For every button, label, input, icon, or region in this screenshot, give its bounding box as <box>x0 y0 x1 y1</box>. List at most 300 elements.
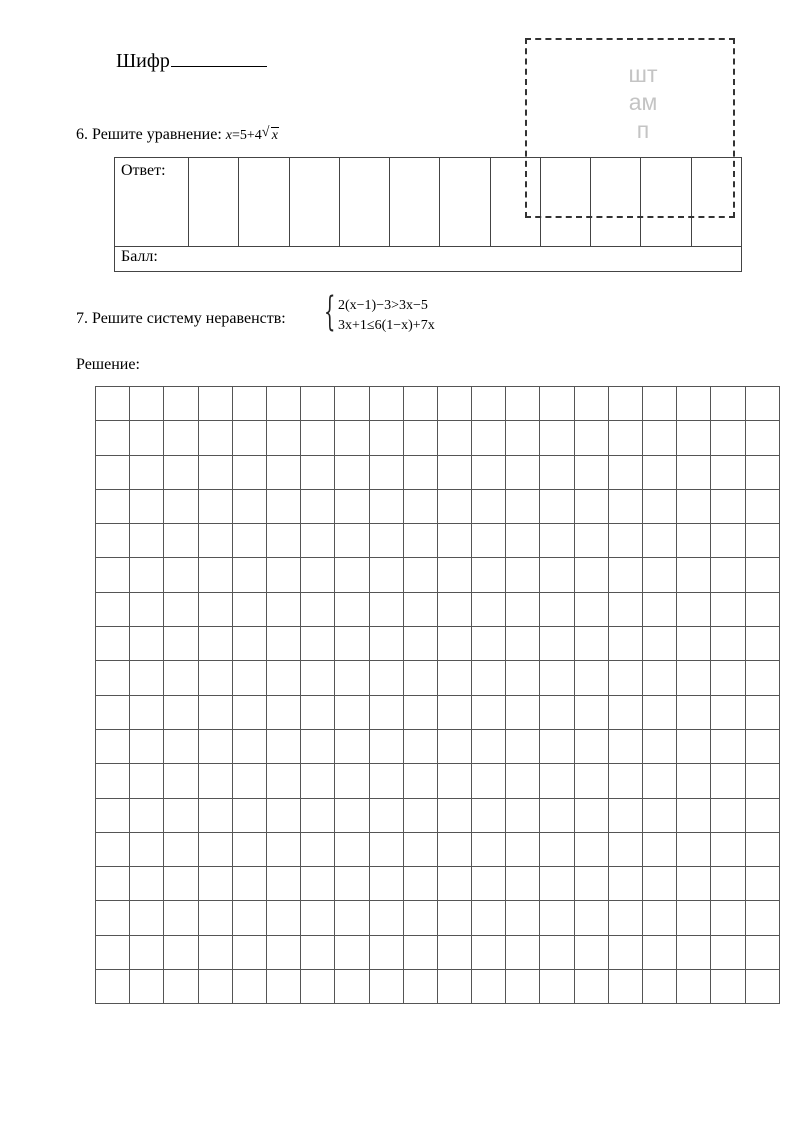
grid-cell[interactable] <box>540 627 574 661</box>
grid-cell[interactable] <box>130 421 164 455</box>
grid-cell[interactable] <box>266 558 300 592</box>
grid-cell[interactable] <box>506 455 540 489</box>
grid-cell[interactable] <box>437 558 471 592</box>
grid-cell[interactable] <box>164 901 198 935</box>
grid-cell[interactable] <box>643 695 677 729</box>
grid-cell[interactable] <box>301 695 335 729</box>
grid-cell[interactable] <box>164 558 198 592</box>
grid-cell[interactable] <box>301 901 335 935</box>
grid-cell[interactable] <box>677 970 711 1004</box>
grid-cell[interactable] <box>232 661 266 695</box>
grid-cell[interactable] <box>198 867 232 901</box>
grid-cell[interactable] <box>369 695 403 729</box>
grid-cell[interactable] <box>472 695 506 729</box>
grid-cell[interactable] <box>266 935 300 969</box>
grid-cell[interactable] <box>369 489 403 523</box>
grid-cell[interactable] <box>301 524 335 558</box>
grid-cell[interactable] <box>506 524 540 558</box>
grid-cell[interactable] <box>301 832 335 866</box>
grid-cell[interactable] <box>301 970 335 1004</box>
grid-cell[interactable] <box>96 661 130 695</box>
grid-cell[interactable] <box>437 489 471 523</box>
grid-cell[interactable] <box>266 798 300 832</box>
grid-cell[interactable] <box>574 455 608 489</box>
grid-cell[interactable] <box>608 901 642 935</box>
grid-cell[interactable] <box>437 935 471 969</box>
grid-cell[interactable] <box>437 901 471 935</box>
grid-cell[interactable] <box>472 935 506 969</box>
grid-cell[interactable] <box>677 627 711 661</box>
grid-cell[interactable] <box>540 970 574 1004</box>
grid-cell[interactable] <box>335 421 369 455</box>
grid-cell[interactable] <box>232 935 266 969</box>
grid-cell[interactable] <box>232 558 266 592</box>
grid-cell[interactable] <box>96 867 130 901</box>
grid-cell[interactable] <box>677 661 711 695</box>
grid-cell[interactable] <box>130 695 164 729</box>
grid-cell[interactable] <box>472 489 506 523</box>
grid-cell[interactable] <box>472 970 506 1004</box>
grid-cell[interactable] <box>130 558 164 592</box>
grid-cell[interactable] <box>130 798 164 832</box>
grid-cell[interactable] <box>369 935 403 969</box>
grid-cell[interactable] <box>437 592 471 626</box>
grid-cell[interactable] <box>301 798 335 832</box>
grid-cell[interactable] <box>608 729 642 763</box>
grid-cell[interactable] <box>608 867 642 901</box>
grid-cell[interactable] <box>643 558 677 592</box>
grid-cell[interactable] <box>540 832 574 866</box>
grid-cell[interactable] <box>608 798 642 832</box>
grid-cell[interactable] <box>335 970 369 1004</box>
grid-cell[interactable] <box>335 935 369 969</box>
grid-cell[interactable] <box>301 455 335 489</box>
grid-cell[interactable] <box>96 970 130 1004</box>
grid-cell[interactable] <box>232 867 266 901</box>
grid-cell[interactable] <box>266 455 300 489</box>
grid-cell[interactable] <box>335 489 369 523</box>
grid-cell[interactable] <box>369 627 403 661</box>
grid-cell[interactable] <box>540 695 574 729</box>
grid-cell[interactable] <box>540 901 574 935</box>
grid-cell[interactable] <box>574 558 608 592</box>
grid-cell[interactable] <box>164 935 198 969</box>
grid-cell[interactable] <box>677 798 711 832</box>
grid-cell[interactable] <box>437 455 471 489</box>
grid-cell[interactable] <box>164 798 198 832</box>
grid-cell[interactable] <box>677 524 711 558</box>
grid-cell[interactable] <box>164 524 198 558</box>
grid-cell[interactable] <box>130 867 164 901</box>
grid-cell[interactable] <box>711 729 745 763</box>
grid-cell[interactable] <box>506 798 540 832</box>
solution-grid[interactable] <box>95 386 780 1004</box>
grid-cell[interactable] <box>608 592 642 626</box>
grid-cell[interactable] <box>745 592 779 626</box>
grid-cell[interactable] <box>403 421 437 455</box>
grid-cell[interactable] <box>164 455 198 489</box>
grid-cell[interactable] <box>403 729 437 763</box>
grid-cell[interactable] <box>506 592 540 626</box>
grid-cell[interactable] <box>745 867 779 901</box>
grid-cell[interactable] <box>403 592 437 626</box>
grid-cell[interactable] <box>198 832 232 866</box>
grid-cell[interactable] <box>130 592 164 626</box>
grid-cell[interactable] <box>198 489 232 523</box>
grid-cell[interactable] <box>301 558 335 592</box>
grid-cell[interactable] <box>164 729 198 763</box>
grid-cell[interactable] <box>643 489 677 523</box>
grid-cell[interactable] <box>164 387 198 421</box>
grid-cell[interactable] <box>266 970 300 1004</box>
grid-cell[interactable] <box>266 764 300 798</box>
grid-cell[interactable] <box>335 455 369 489</box>
grid-cell[interactable] <box>472 867 506 901</box>
grid-cell[interactable] <box>472 592 506 626</box>
grid-cell[interactable] <box>506 970 540 1004</box>
grid-cell[interactable] <box>745 421 779 455</box>
grid-cell[interactable] <box>574 867 608 901</box>
grid-cell[interactable] <box>301 867 335 901</box>
grid-cell[interactable] <box>540 798 574 832</box>
grid-cell[interactable] <box>608 661 642 695</box>
grid-cell[interactable] <box>198 387 232 421</box>
grid-cell[interactable] <box>540 387 574 421</box>
grid-cell[interactable] <box>574 489 608 523</box>
grid-cell[interactable] <box>198 661 232 695</box>
grid-cell[interactable] <box>301 764 335 798</box>
grid-cell[interactable] <box>232 455 266 489</box>
grid-cell[interactable] <box>232 627 266 661</box>
grid-cell[interactable] <box>96 798 130 832</box>
grid-cell[interactable] <box>335 832 369 866</box>
grid-cell[interactable] <box>677 832 711 866</box>
grid-cell[interactable] <box>198 695 232 729</box>
grid-cell[interactable] <box>369 455 403 489</box>
grid-cell[interactable] <box>198 798 232 832</box>
grid-cell[interactable] <box>643 627 677 661</box>
grid-cell[interactable] <box>403 695 437 729</box>
grid-cell[interactable] <box>301 387 335 421</box>
grid-cell[interactable] <box>574 524 608 558</box>
grid-cell[interactable] <box>232 729 266 763</box>
grid-cell[interactable] <box>643 524 677 558</box>
grid-cell[interactable] <box>130 627 164 661</box>
grid-cell[interactable] <box>266 832 300 866</box>
grid-cell[interactable] <box>232 798 266 832</box>
grid-cell[interactable] <box>608 387 642 421</box>
grid-cell[interactable] <box>164 489 198 523</box>
grid-cell[interactable] <box>437 798 471 832</box>
grid-cell[interactable] <box>472 901 506 935</box>
grid-cell[interactable] <box>608 489 642 523</box>
grid-cell[interactable] <box>472 558 506 592</box>
grid-cell[interactable] <box>164 421 198 455</box>
grid-cell[interactable] <box>643 455 677 489</box>
grid-cell[interactable] <box>403 764 437 798</box>
grid-cell[interactable] <box>506 661 540 695</box>
grid-cell[interactable] <box>164 661 198 695</box>
grid-cell[interactable] <box>472 455 506 489</box>
grid-cell[interactable] <box>266 695 300 729</box>
grid-cell[interactable] <box>472 764 506 798</box>
grid-cell[interactable] <box>711 764 745 798</box>
grid-cell[interactable] <box>437 695 471 729</box>
grid-cell[interactable] <box>96 558 130 592</box>
grid-cell[interactable] <box>506 387 540 421</box>
grid-cell[interactable] <box>266 661 300 695</box>
grid-cell[interactable] <box>403 798 437 832</box>
grid-cell[interactable] <box>198 524 232 558</box>
grid-cell[interactable] <box>369 867 403 901</box>
grid-cell[interactable] <box>130 387 164 421</box>
grid-cell[interactable] <box>608 524 642 558</box>
grid-cell[interactable] <box>745 558 779 592</box>
grid-cell[interactable] <box>96 627 130 661</box>
grid-cell[interactable] <box>677 489 711 523</box>
grid-cell[interactable] <box>608 455 642 489</box>
grid-cell[interactable] <box>232 421 266 455</box>
grid-cell[interactable] <box>540 935 574 969</box>
grid-cell[interactable] <box>608 421 642 455</box>
grid-cell[interactable] <box>711 832 745 866</box>
answer-cell[interactable] <box>239 158 289 247</box>
grid-cell[interactable] <box>472 798 506 832</box>
grid-cell[interactable] <box>745 627 779 661</box>
grid-cell[interactable] <box>96 832 130 866</box>
answer-cell[interactable] <box>339 158 389 247</box>
grid-cell[interactable] <box>506 729 540 763</box>
grid-cell[interactable] <box>745 729 779 763</box>
grid-cell[interactable] <box>643 867 677 901</box>
grid-cell[interactable] <box>335 627 369 661</box>
grid-cell[interactable] <box>164 832 198 866</box>
grid-cell[interactable] <box>164 695 198 729</box>
grid-cell[interactable] <box>198 592 232 626</box>
grid-cell[interactable] <box>745 524 779 558</box>
grid-cell[interactable] <box>96 489 130 523</box>
grid-cell[interactable] <box>198 901 232 935</box>
grid-cell[interactable] <box>677 421 711 455</box>
grid-cell[interactable] <box>677 764 711 798</box>
grid-cell[interactable] <box>164 592 198 626</box>
grid-cell[interactable] <box>540 524 574 558</box>
grid-cell[interactable] <box>643 935 677 969</box>
grid-cell[interactable] <box>574 901 608 935</box>
grid-cell[interactable] <box>437 832 471 866</box>
grid-cell[interactable] <box>711 935 745 969</box>
grid-cell[interactable] <box>711 592 745 626</box>
grid-cell[interactable] <box>540 489 574 523</box>
grid-cell[interactable] <box>437 764 471 798</box>
grid-cell[interactable] <box>437 970 471 1004</box>
grid-cell[interactable] <box>643 729 677 763</box>
grid-cell[interactable] <box>198 970 232 1004</box>
grid-cell[interactable] <box>301 729 335 763</box>
grid-cell[interactable] <box>96 592 130 626</box>
grid-cell[interactable] <box>130 901 164 935</box>
grid-cell[interactable] <box>643 592 677 626</box>
grid-cell[interactable] <box>677 867 711 901</box>
grid-cell[interactable] <box>96 455 130 489</box>
grid-cell[interactable] <box>335 729 369 763</box>
grid-cell[interactable] <box>437 387 471 421</box>
grid-cell[interactable] <box>130 455 164 489</box>
grid-cell[interactable] <box>608 970 642 1004</box>
grid-cell[interactable] <box>574 661 608 695</box>
grid-cell[interactable] <box>301 935 335 969</box>
grid-cell[interactable] <box>403 867 437 901</box>
grid-cell[interactable] <box>745 798 779 832</box>
grid-cell[interactable] <box>677 387 711 421</box>
grid-cell[interactable] <box>232 832 266 866</box>
grid-cell[interactable] <box>506 558 540 592</box>
grid-cell[interactable] <box>198 764 232 798</box>
grid-cell[interactable] <box>745 970 779 1004</box>
grid-cell[interactable] <box>232 387 266 421</box>
grid-cell[interactable] <box>745 455 779 489</box>
grid-cell[interactable] <box>266 627 300 661</box>
grid-cell[interactable] <box>574 970 608 1004</box>
grid-cell[interactable] <box>130 489 164 523</box>
grid-cell[interactable] <box>711 558 745 592</box>
grid-cell[interactable] <box>301 489 335 523</box>
grid-cell[interactable] <box>745 387 779 421</box>
grid-cell[interactable] <box>164 970 198 1004</box>
grid-cell[interactable] <box>130 729 164 763</box>
grid-cell[interactable] <box>369 524 403 558</box>
grid-cell[interactable] <box>335 592 369 626</box>
grid-cell[interactable] <box>574 832 608 866</box>
grid-cell[interactable] <box>198 558 232 592</box>
grid-cell[interactable] <box>643 798 677 832</box>
grid-cell[interactable] <box>540 455 574 489</box>
grid-cell[interactable] <box>711 695 745 729</box>
grid-cell[interactable] <box>403 832 437 866</box>
grid-cell[interactable] <box>745 901 779 935</box>
grid-cell[interactable] <box>643 387 677 421</box>
grid-cell[interactable] <box>301 421 335 455</box>
grid-cell[interactable] <box>96 695 130 729</box>
grid-cell[interactable] <box>369 661 403 695</box>
grid-cell[interactable] <box>711 421 745 455</box>
grid-cell[interactable] <box>301 592 335 626</box>
grid-cell[interactable] <box>266 867 300 901</box>
grid-cell[interactable] <box>574 764 608 798</box>
grid-cell[interactable] <box>164 764 198 798</box>
grid-cell[interactable] <box>711 489 745 523</box>
grid-cell[interactable] <box>130 935 164 969</box>
grid-cell[interactable] <box>643 970 677 1004</box>
grid-cell[interactable] <box>403 901 437 935</box>
grid-cell[interactable] <box>335 661 369 695</box>
grid-cell[interactable] <box>540 421 574 455</box>
grid-cell[interactable] <box>472 627 506 661</box>
grid-cell[interactable] <box>403 387 437 421</box>
grid-cell[interactable] <box>506 421 540 455</box>
grid-cell[interactable] <box>335 798 369 832</box>
grid-cell[interactable] <box>574 387 608 421</box>
grid-cell[interactable] <box>437 524 471 558</box>
grid-cell[interactable] <box>96 729 130 763</box>
grid-cell[interactable] <box>403 661 437 695</box>
grid-cell[interactable] <box>335 867 369 901</box>
grid-cell[interactable] <box>96 935 130 969</box>
grid-cell[interactable] <box>403 558 437 592</box>
grid-cell[interactable] <box>472 387 506 421</box>
grid-cell[interactable] <box>266 387 300 421</box>
grid-cell[interactable] <box>711 798 745 832</box>
grid-cell[interactable] <box>369 901 403 935</box>
grid-cell[interactable] <box>472 661 506 695</box>
grid-cell[interactable] <box>266 421 300 455</box>
grid-cell[interactable] <box>232 695 266 729</box>
grid-cell[interactable] <box>335 901 369 935</box>
grid-cell[interactable] <box>711 970 745 1004</box>
grid-cell[interactable] <box>677 935 711 969</box>
grid-cell[interactable] <box>677 558 711 592</box>
grid-cell[interactable] <box>232 901 266 935</box>
grid-cell[interactable] <box>608 695 642 729</box>
grid-cell[interactable] <box>164 867 198 901</box>
grid-cell[interactable] <box>403 935 437 969</box>
grid-cell[interactable] <box>540 661 574 695</box>
grid-cell[interactable] <box>96 524 130 558</box>
grid-cell[interactable] <box>369 421 403 455</box>
grid-cell[interactable] <box>232 524 266 558</box>
grid-cell[interactable] <box>745 489 779 523</box>
answer-cell[interactable] <box>289 158 339 247</box>
grid-cell[interactable] <box>574 798 608 832</box>
grid-cell[interactable] <box>711 901 745 935</box>
grid-cell[interactable] <box>643 421 677 455</box>
grid-cell[interactable] <box>608 832 642 866</box>
grid-cell[interactable] <box>506 627 540 661</box>
grid-cell[interactable] <box>369 798 403 832</box>
grid-cell[interactable] <box>198 627 232 661</box>
answer-cell[interactable] <box>440 158 490 247</box>
grid-cell[interactable] <box>437 661 471 695</box>
grid-cell[interactable] <box>745 764 779 798</box>
grid-cell[interactable] <box>540 729 574 763</box>
grid-cell[interactable] <box>403 627 437 661</box>
grid-cell[interactable] <box>574 421 608 455</box>
grid-cell[interactable] <box>506 901 540 935</box>
grid-cell[interactable] <box>745 661 779 695</box>
grid-cell[interactable] <box>677 901 711 935</box>
grid-cell[interactable] <box>711 387 745 421</box>
grid-cell[interactable] <box>403 489 437 523</box>
grid-cell[interactable] <box>96 421 130 455</box>
grid-cell[interactable] <box>130 764 164 798</box>
grid-cell[interactable] <box>540 558 574 592</box>
grid-cell[interactable] <box>643 764 677 798</box>
grid-cell[interactable] <box>677 455 711 489</box>
grid-cell[interactable] <box>403 455 437 489</box>
grid-cell[interactable] <box>369 970 403 1004</box>
grid-cell[interactable] <box>198 455 232 489</box>
grid-cell[interactable] <box>266 489 300 523</box>
grid-cell[interactable] <box>403 524 437 558</box>
grid-cell[interactable] <box>677 592 711 626</box>
grid-cell[interactable] <box>711 524 745 558</box>
grid-cell[interactable] <box>369 832 403 866</box>
grid-cell[interactable] <box>335 387 369 421</box>
grid-cell[interactable] <box>369 729 403 763</box>
grid-cell[interactable] <box>232 970 266 1004</box>
grid-cell[interactable] <box>96 387 130 421</box>
grid-cell[interactable] <box>574 729 608 763</box>
